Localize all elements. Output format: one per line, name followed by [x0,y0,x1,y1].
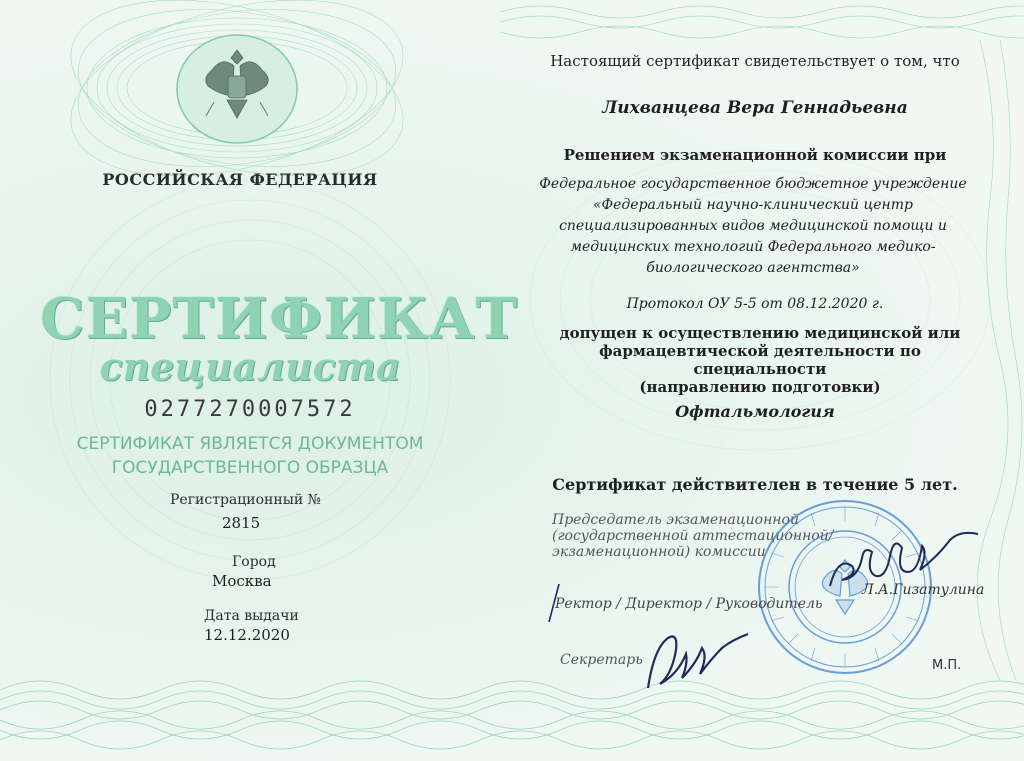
registration-label: Регистрационный № [170,492,321,508]
holder-name: Лихванцева Вера Геннадьевна [602,98,908,118]
organization-name [528,174,978,279]
issue-date-value: 12.12.2020 [204,626,290,644]
admission-line: фармацевтической деятельности по специальности [599,342,921,378]
protocol-reference: Протокол ОУ 5-5 от 08.12.2020 г. [626,296,884,312]
signature-icon [638,618,758,698]
organization-line: медицинских технологий Федерального медико- [570,239,936,255]
country-name: РОССИЙСКАЯ ФЕДЕРАЦИЯ [102,170,378,189]
organization-line: специализированных видов медицинской помощи и [559,218,947,234]
issue-date-label: Дата выдачи [204,608,299,624]
chair-line: (государственной аттестационной/ [552,528,834,544]
statement-line: СЕРТИФИКАТ ЯВЛЯЕТСЯ ДОКУМЕНТОМ [76,434,424,454]
chair-name: Л.А.Гизатулина [862,582,985,598]
intro-text: Настоящий сертификат свидетельствует о том, что [550,52,960,70]
chair-line: Председатель экзаменационной [552,512,799,528]
certificate-number: 0277270007572 [144,397,356,422]
chair-line: экзаменационной) комиссии [552,544,766,560]
admission-line: допущен к осуществлению медицинской или [559,324,961,342]
secretary-label: Секретарь [560,652,643,668]
commission-decision: Решением экзаменационной комиссии при [563,146,947,164]
state-document-statement [40,432,460,480]
city-label: Город [232,554,276,570]
admission-line: (направлению подготовки) [639,378,881,396]
city-value: Москва [212,572,272,590]
statement-line: ГОСУДАРСТВЕННОГО ОБРАЗЦА [111,458,389,478]
organization-line: «Федеральный научно-клинический центр [592,197,914,213]
validity-period: Сертификат действителен в течение 5 лет. [552,475,958,494]
specialty: Офтальмология [675,402,835,421]
certificate-title: СЕРТИФИКАТ [40,286,519,352]
certificate-subtitle: специалиста [99,344,401,389]
coat-of-arms-icon [172,30,302,148]
rector-title: Ректор / Директор / Руководитель [555,596,823,612]
admission-statement [540,324,980,396]
registration-value: 2815 [222,514,261,532]
organization-line: биологического агентства» [646,260,860,276]
seal-mark: М.П. [932,658,962,673]
organization-line: Федеральное государственное бюджетное учреждение [539,176,967,192]
